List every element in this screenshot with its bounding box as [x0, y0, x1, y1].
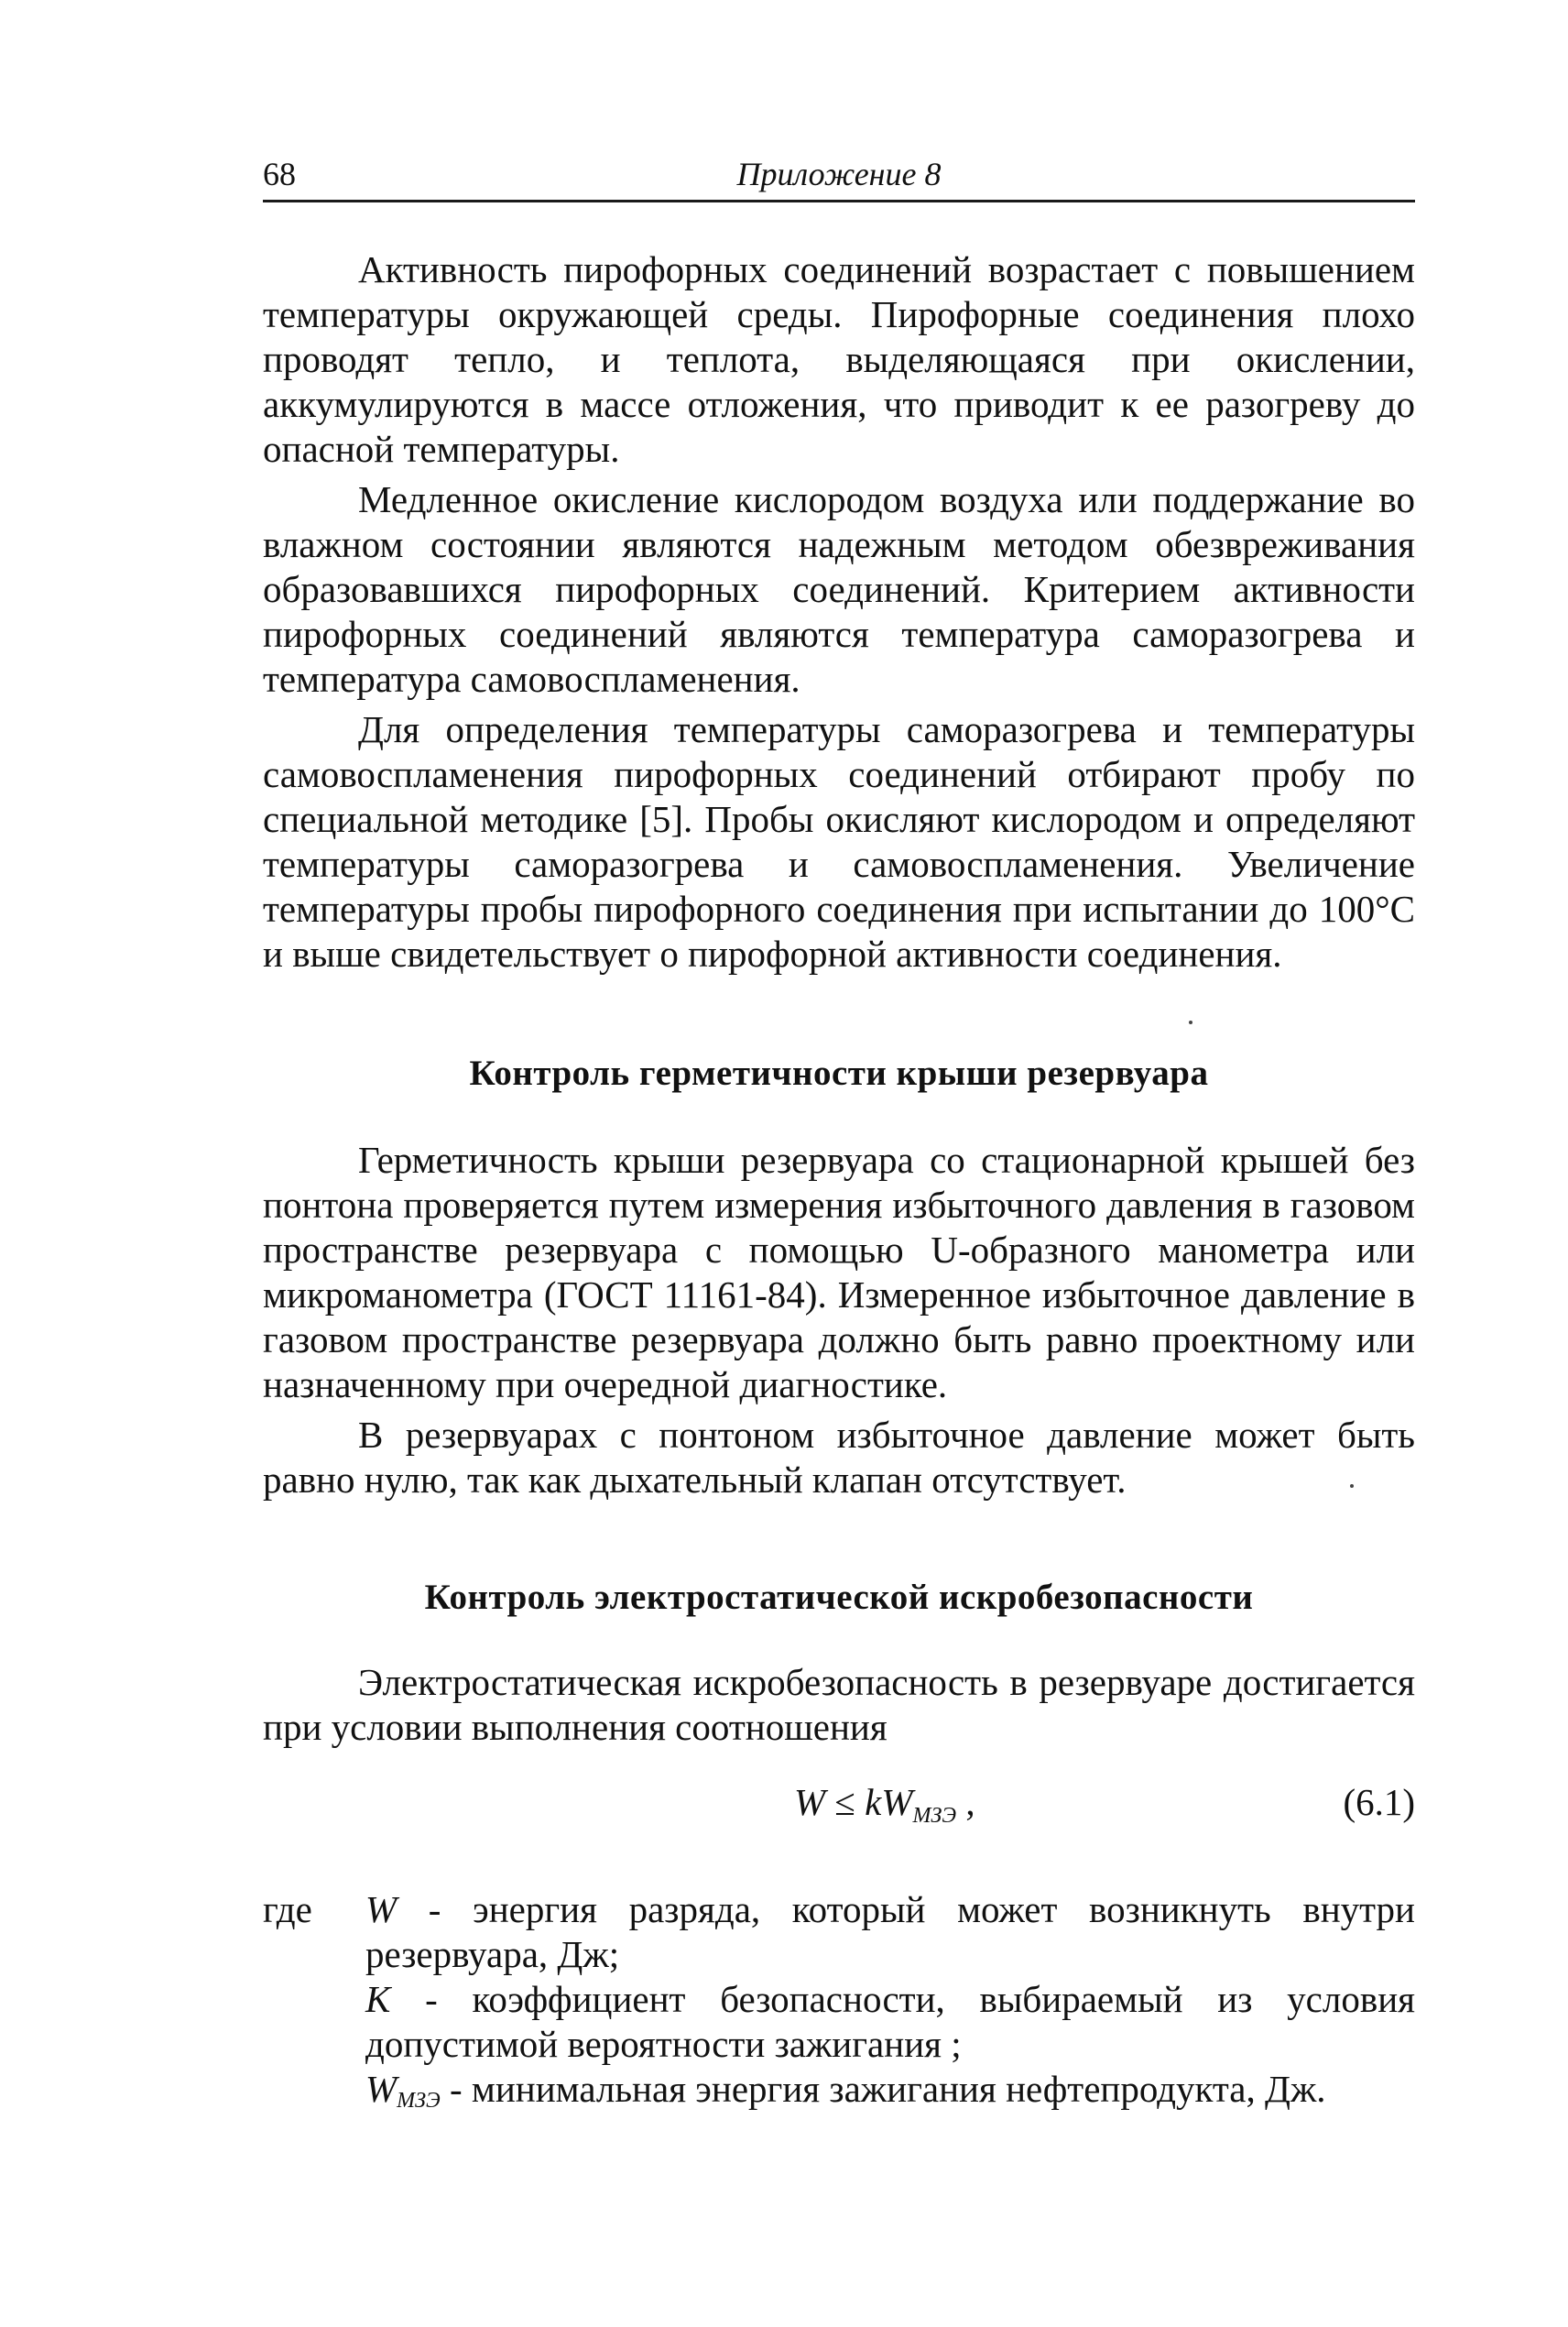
legend-item: [365, 1977, 1415, 2067]
legend-symbol: K: [365, 1978, 391, 2020]
legend-symbol-subscript: МЗЭ: [397, 2089, 441, 2113]
page-header: [263, 154, 1415, 202]
paragraph: В резервуарах с понтоном избыточное давление может быть равно нулю, так как дыхательный клапан отсутствует.: [263, 1414, 1415, 1501]
legend-item: [365, 1887, 1415, 1977]
paragraph: Электростатическая искробезопасность в резервуаре достигается при условии выполнения соотношения: [263, 1661, 1415, 1748]
paragraph: Активность пирофорных соединений возрастает с повышением температуры окружающей среды. Пирофорные соединения плохо проводят тепло, и теплота, выделяющаяся при окислении, аккумулируются в массе отложения, что приводит к ее разогреву до опасной температуры.: [263, 248, 1415, 470]
section-heading-electrostatic: Контроль электростатической искробезопасности: [424, 1578, 1254, 1617]
legend-item: [365, 2067, 1415, 2124]
legend-text: - коэффициент безопасности, выбираемый из условия допустимой вероятности зажигания ;: [365, 1978, 1415, 2065]
formula: [794, 1779, 975, 1839]
page-number: 68: [263, 156, 296, 192]
legend-text: - энергия разряда, который может возникнуть внутри резервуара, Дж;: [365, 1888, 1415, 1975]
legend-symbol: [365, 2068, 441, 2113]
section-electrostatic-text: [263, 1660, 1415, 1755]
scan-speck: [1350, 1484, 1354, 1488]
formula-row: [263, 1779, 1415, 1834]
paragraph: Медленное окисление кислородом воздуха или поддержание во влажном состоянии являются надежным методом обезвреживания образовавшихся пирофорных соединений. Критерием активности пирофорных соединений являются температура саморазогрева и температура самовоспламенения.: [263, 478, 1415, 700]
legend-symbol: W: [365, 1888, 397, 1930]
legend-symbol-main: W: [365, 2068, 397, 2110]
scan-speck: [1189, 1021, 1192, 1024]
intro-text: [263, 247, 1415, 982]
legend-text: - минимальная энергия зажигания нефтепродукта, Дж.: [440, 2068, 1326, 2110]
running-title: Приложение 8: [736, 156, 942, 192]
formula-coefficient: k: [865, 1781, 882, 1823]
formula-operator: ≤: [834, 1781, 855, 1823]
section-heading-roof-tightness: Контроль герметичности крыши резервуара: [469, 1054, 1209, 1093]
section-roof-text: [263, 1138, 1415, 1508]
formula-rhs-symbol: W: [881, 1781, 913, 1823]
legend-items: [365, 1887, 1415, 2124]
formula-number: (6.1): [1343, 1781, 1415, 1823]
formula-trailing-comma: ,: [956, 1781, 975, 1823]
paragraph: Герметичность крыши резервуара со стационарной крышей без понтона проверяется путем измерения избыточного давления в газовом пространстве резервуара с помощью U-образного манометра или микроманометра (ГОСТ 11161-84). Измеренное избыточное давление в газовом пространстве резервуара должно быть равно проектному или назначенному при очередной диагностике.: [263, 1139, 1415, 1405]
formula-lhs: W: [794, 1781, 826, 1823]
paragraph: Для определения температуры саморазогрева и температуры самовоспламенения пирофорных соединений отбирают пробу по специальной методике [5]. Пробы окисляют кислородом и определяют температуры саморазогрева и самовоспламенения. Увеличение температуры пробы пирофорного соединения при испытании до 100°С и выше свидетельствует о пирофорной активности соединения.: [263, 708, 1415, 975]
formula-legend: [263, 1887, 1415, 2124]
legend-lead-word: где: [263, 1888, 312, 1930]
formula-subscript: МЗЭ: [912, 1804, 957, 1828]
